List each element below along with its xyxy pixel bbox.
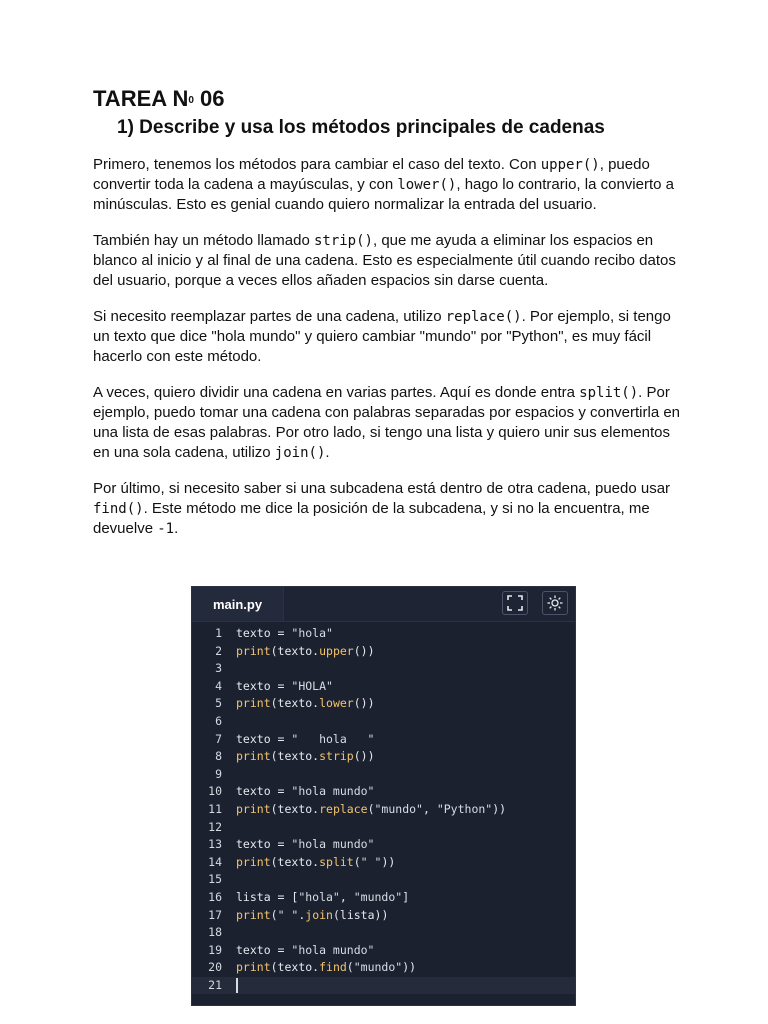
inline-code-replace: replace() (445, 309, 522, 325)
code-line (192, 643, 575, 661)
line-number: 1 (215, 626, 222, 640)
fullscreen-icon (507, 595, 523, 611)
code-text: texto = "hola" (236, 626, 333, 640)
inline-code-lower: lower() (397, 177, 457, 193)
line-number: 16 (208, 889, 222, 904)
code-line (192, 783, 575, 801)
code-line (192, 836, 575, 854)
code-line (192, 907, 575, 925)
title-superscript: 0 (188, 95, 194, 106)
line-number: 19 (208, 942, 222, 957)
code-text: print(" ".join(lista)) (236, 907, 389, 922)
code-line (192, 801, 575, 819)
section-heading: 1) Describe y usa los métodos principales de cadenas (117, 117, 605, 138)
file-tab-main-py[interactable]: main.py (192, 587, 284, 621)
document-page (93, 86, 683, 539)
code-text: lista = ["hola", "mundo"] (236, 889, 410, 904)
code-line (192, 942, 575, 960)
editor-toolbar (192, 587, 575, 622)
line-number: 11 (208, 801, 222, 816)
line-number: 17 (208, 907, 222, 922)
inline-code-minus-one: -1 (157, 521, 175, 537)
code-text: texto = "HOLA" (236, 678, 333, 693)
code-editor (191, 586, 576, 1006)
code-line (192, 959, 575, 977)
code-line (192, 924, 575, 942)
code-line (192, 871, 575, 889)
line-number: 4 (215, 678, 222, 693)
code-text: print(texto.replace("mundo", "Python")) (236, 801, 507, 816)
line-number: 5 (215, 696, 222, 711)
code-line (192, 678, 575, 696)
code-line (192, 731, 575, 749)
inline-code-find: find() (93, 501, 144, 517)
code-line (192, 713, 575, 731)
line-number: 13 (208, 837, 222, 852)
code-line (192, 854, 575, 872)
text-cursor (236, 978, 238, 993)
line-number: 8 (215, 749, 222, 764)
code-text (236, 977, 238, 995)
paragraph-split-join: A veces, quiero dividir una cadena en varias partes. Aquí es donde entra split(). Por ejemplo, puedo tomar una cadena con palabras separadas por espacios y convertirla en una lista de esas palabras. Por otro lado, si tengo una lista y quiero unir sus elementos en una sola cadena, utilizo join(). (93, 384, 681, 461)
code-line (192, 977, 575, 995)
code-text: print(texto.strip()) (236, 749, 375, 764)
line-number: 7 (215, 731, 222, 746)
code-line (192, 766, 575, 784)
paragraph-find: Por último, si necesito saber si una subcadena está dentro de otra cadena, puedo usar find(). Este método me dice la posición de la subcadena, y si no la encuentra, me devuelve -1. (93, 480, 671, 537)
code-text: print(texto.split(" ")) (236, 854, 396, 869)
inline-code-split: split() (579, 385, 639, 401)
code-line (192, 889, 575, 907)
sun-icon (547, 595, 563, 611)
fullscreen-button[interactable] (502, 591, 528, 615)
paragraph-strip: También hay un método llamado strip(), que me ayuda a eliminar los espacios en blanco al inicio y al final de una cadena. Esto es especialmente útil cuando recibo datos del usuario, porque a veces ellos añaden espacios sin darse cuenta. (93, 232, 676, 289)
paragraph-replace: Si necesito reemplazar partes de una cadena, utilizo replace(). Por ejemplo, si tengo un texto que dice "hola mundo" y quiero cambiar "mundo" por "Python", es muy fácil hacerlo con este método. (93, 308, 671, 365)
inline-code-join: join() (274, 445, 326, 461)
line-number: 21 (208, 977, 222, 992)
theme-toggle-button[interactable] (542, 591, 568, 615)
line-number: 12 (208, 819, 222, 834)
line-number: 10 (208, 784, 222, 799)
line-number: 2 (215, 643, 222, 658)
code-text: print(texto.find("mundo")) (236, 960, 417, 975)
code-line (192, 819, 575, 837)
inline-code-upper: upper() (540, 157, 600, 173)
line-number: 15 (208, 872, 222, 887)
code-text: print(texto.upper()) (236, 643, 375, 658)
code-text: texto = "hola mundo" (236, 942, 375, 957)
code-text: texto = " hola " (236, 731, 375, 746)
inline-code-strip: strip() (313, 233, 373, 249)
code-text: texto = "hola mundo" (236, 837, 375, 852)
code-area[interactable] (192, 622, 575, 994)
code-line (192, 748, 575, 766)
code-text: print(texto.lower()) (236, 696, 375, 711)
line-number: 14 (208, 854, 222, 869)
line-number: 9 (215, 766, 222, 781)
paragraph-case-methods: Primero, tenemos los métodos para cambiar el caso del texto. Con upper(), puedo convertir toda la cadena a mayúsculas, y con lower(), hago lo contrario, la convierto a minúsculas. Esto es genial cuando quiero normalizar la entrada del usuario. (93, 156, 674, 213)
code-text: texto = "hola mundo" (236, 784, 375, 799)
line-number: 3 (215, 661, 222, 676)
line-number: 18 (208, 925, 222, 940)
document-title: TAREA $N^0$ 06 (93, 86, 225, 111)
code-line (192, 625, 575, 643)
code-line (192, 695, 575, 713)
line-number: 20 (208, 960, 222, 975)
code-line (192, 660, 575, 678)
line-number: 6 (215, 713, 222, 728)
